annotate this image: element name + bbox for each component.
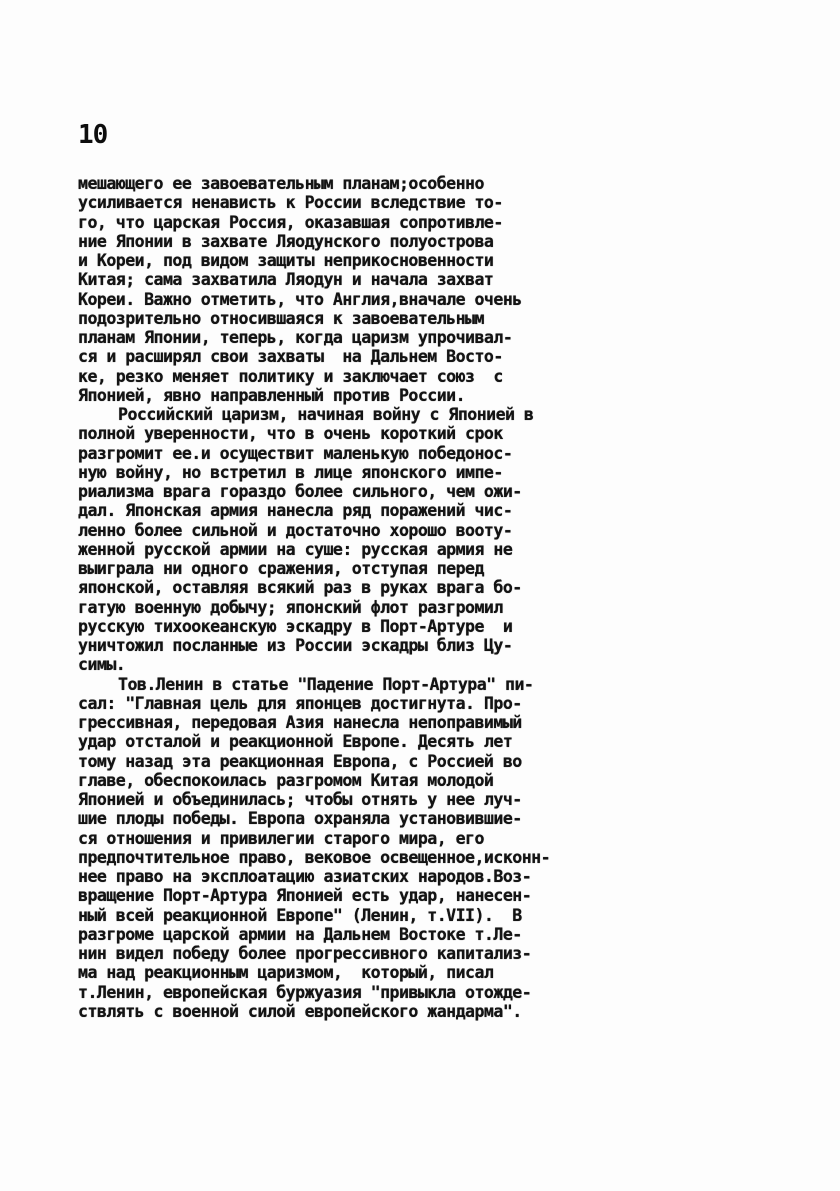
text-line: Японией и объединилась; чтобы отнять у нее луч-: [78, 790, 522, 809]
text-line: Кореи. Важно отметить, что Англия,вначале очень: [78, 289, 522, 309]
text-line: женной русской армии на суше: русская армия не: [78, 539, 513, 559]
text-line: разгромит ее.и осуществит маленькую победонос-: [78, 443, 513, 463]
text-line: разгроме царской армии на Дальнем Востоке т.Ле-: [78, 924, 522, 944]
text-line: полной уверенности, что в очень короткий срок: [78, 424, 503, 444]
text-line: риализма врага гораздо более сильного, чем ожи-: [78, 482, 522, 501]
text-line: ке, резко меняет политику и заключает союз с: [78, 366, 503, 386]
text-line: ся и расширял свои захваты на Дальнем Восто-: [78, 347, 503, 367]
text-line: ся отношения и привилегии старого мира, его: [78, 828, 484, 848]
text-line: дал. Японская армия нанесла ряд поражений чис-: [78, 501, 513, 521]
paragraph-start-line: Тов.Ленин в статье "Падение Порт-Артура" пи-: [118, 674, 534, 694]
text-line: русскую тихоокеанскую эскадру в Порт-Артуре и: [78, 616, 513, 636]
text-line: шие плоды победы. Европа охраняла установившие-: [78, 809, 522, 829]
text-line: планам Японии, теперь, когда царизм упрочивал-: [78, 328, 513, 347]
paragraph-start-line: Российский царизм, начиная войну с Японией в: [118, 405, 534, 424]
text-line: удар отсталой и реакционной Европе. Десять лет: [78, 732, 513, 752]
text-line: главе, обеспокоилась разгромом Китая молодой: [78, 770, 494, 790]
text-line: ную войну, но встретил в лице японского импе-: [78, 462, 503, 482]
text-line: уничтожил посланные из России эскадры близ Цу-: [78, 636, 513, 655]
text-line: ние Японии в захвате Ляодунского полуострова: [78, 231, 494, 251]
text-line: ный всей реакционной Европе" (Ленин, т.VII). В: [78, 905, 522, 925]
text-line: выиграла ни одного сражения, отступая перед: [78, 559, 484, 578]
text-line: сал: "Главная цель для японцев достигнута. Про-: [78, 693, 522, 713]
text-line: нее право на эксплоатацию азиатских народов.Воз-: [78, 867, 532, 886]
text-line: го, что царская Россия, оказавшая сопротивле-: [78, 212, 503, 232]
text-line: тому назад эта реакционная Европа, с Россией во: [78, 751, 522, 771]
text-line: ствлять с военной силой европейского жандарма".: [78, 1001, 522, 1021]
text-line: Китая; сама захватила Ляодун и начала захват: [78, 270, 494, 290]
body-text: [78, 174, 718, 1021]
text-line: и Кореи, под видом защиты неприкосновенности: [78, 251, 494, 270]
text-line: т.Ленин, европейская буржуазия "привыкла отожде-: [78, 982, 532, 1002]
page-number: 10: [78, 120, 108, 150]
text-line: усиливается ненависть к России вследствие то-: [78, 193, 503, 213]
text-line: мешающего ее завоевательным планам;особенно: [78, 174, 484, 193]
text-line: ма над реакционным царизмом, который, писал: [78, 963, 494, 983]
text-line: симы.: [78, 655, 126, 675]
text-line: ленно более сильной и достаточно хорошо вооту-: [78, 520, 513, 540]
text-line: гатую военную добычу; японский флот разгромил: [78, 597, 503, 617]
text-line: Японией, явно направленный против России.: [78, 385, 466, 405]
text-line: японской, оставляя всякий раз в руках врага бо-: [78, 578, 522, 598]
text-line: предпочтительное право, вековое освещенное,исконн-: [78, 847, 551, 867]
text-line: грессивная, передовая Азия нанесла непоправимый: [78, 713, 522, 732]
text-line: нин видел победу более прогрессивного капитализ-: [78, 944, 532, 963]
text-line: вращение Порт-Артура Японией есть удар, нанесен-: [78, 886, 532, 906]
text-line: подозрительно относившаяся к завоевательным: [78, 308, 484, 328]
